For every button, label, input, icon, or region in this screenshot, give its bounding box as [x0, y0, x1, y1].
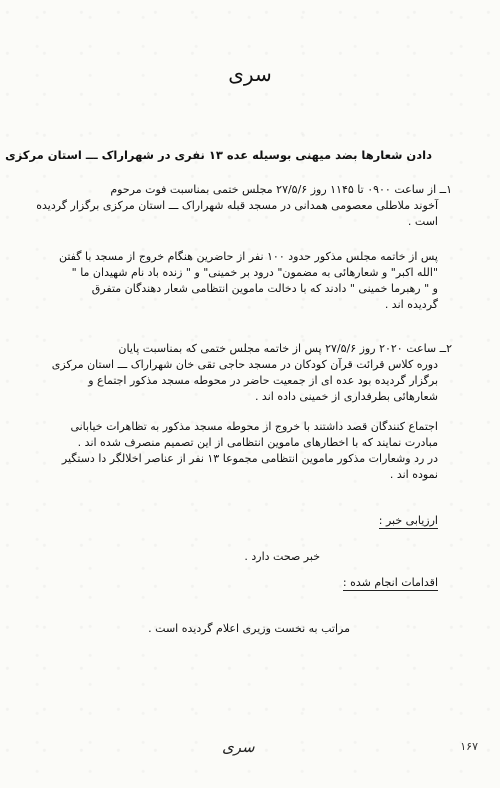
footer-classification-mark: سری: [222, 738, 255, 756]
section1-line-2: آخوند ملاطلی معصومی همدانی در مسجد قبله شهراراک ـــ استان مرکزی برگزار گردیده: [36, 199, 438, 212]
section1b-line-1: پس از خاتمه مجلس مذکور حدود ۱۰۰ نفر از حاضرین هنگام خروج از مسجد با گفتن: [58, 250, 438, 263]
section2-line-3: برگزار گردیده بود عده ای از جمعیت حاضر در محوطه مسجد مذکور اجتماع و: [88, 374, 438, 387]
section1b-line-4: گردیده اند .: [384, 298, 438, 311]
actions-label-text: اقدامات انجام شده :: [342, 576, 438, 589]
actions-label: [343, 576, 438, 589]
section1b-line-3: و " رهبرما خمینی " دادند که با دخالت ماموین انتظامی شعار دهندگان متفرق: [91, 282, 438, 295]
evaluation-label-text: ارزیابی خبر :: [378, 514, 438, 527]
section1-line-1: ۱ــ از ساعت ۰۹۰۰ تا ۱۱۴۵ روز ۲۷/۵/۶ مجلس ختمی بمناسبت فوت مرحوم: [110, 183, 452, 196]
section2-line-2: دوره کلاس قرائت قرآن کودکان در مسجد حاجی تقی خان شهراراک ـــ استان مرکزی: [51, 358, 438, 371]
evaluation-value: خبر صحت دارد .: [244, 550, 320, 563]
section1b-line-2: "الله اکبر" و شعارهائی به مضمون" درود بر خمینی" و " زنده باد نام شهیدان ما ": [71, 266, 438, 279]
section1-line-3: است .: [407, 215, 438, 228]
page-number: ۱۶۷: [460, 740, 478, 753]
actions-value: مراتب به نخست وزیری اعلام گردیده است .: [148, 622, 350, 635]
evaluation-label: [379, 514, 438, 527]
section2b-line-3: در رد وشعارات مذکور ماموین انتظامی مجموعا ۱۳ نفر از عناصر اخلالگر دا دستگیر: [61, 452, 438, 465]
section2-line-4: شعارهائی بطرفداری از خمینی داده اند .: [254, 390, 438, 403]
document-heading: دادن شعارها بضد میهنی بوسیله عده ۱۳ نفری در شهراراک ـــ استان مرکزی: [5, 148, 432, 162]
document-title: سری: [228, 62, 272, 86]
section2b-line-1: اجتماع کنندگان قصد داشتند با خروج از محوطه مسجد مذکور به تظاهرات خیابانی: [70, 420, 438, 433]
section2b-line-2: مبادرت نمایند که با اخطارهای ماموین انتظامی از این تصمیم منصرف شده اند .: [77, 436, 438, 449]
section2-line-1: ۲ــ ساعت ۲۰۲۰ روز ۲۷/۵/۶ پس از خاتمه مجلس ختمی که بمناسبت پایان: [118, 342, 452, 355]
section2b-line-4: نموده اند .: [389, 468, 438, 481]
